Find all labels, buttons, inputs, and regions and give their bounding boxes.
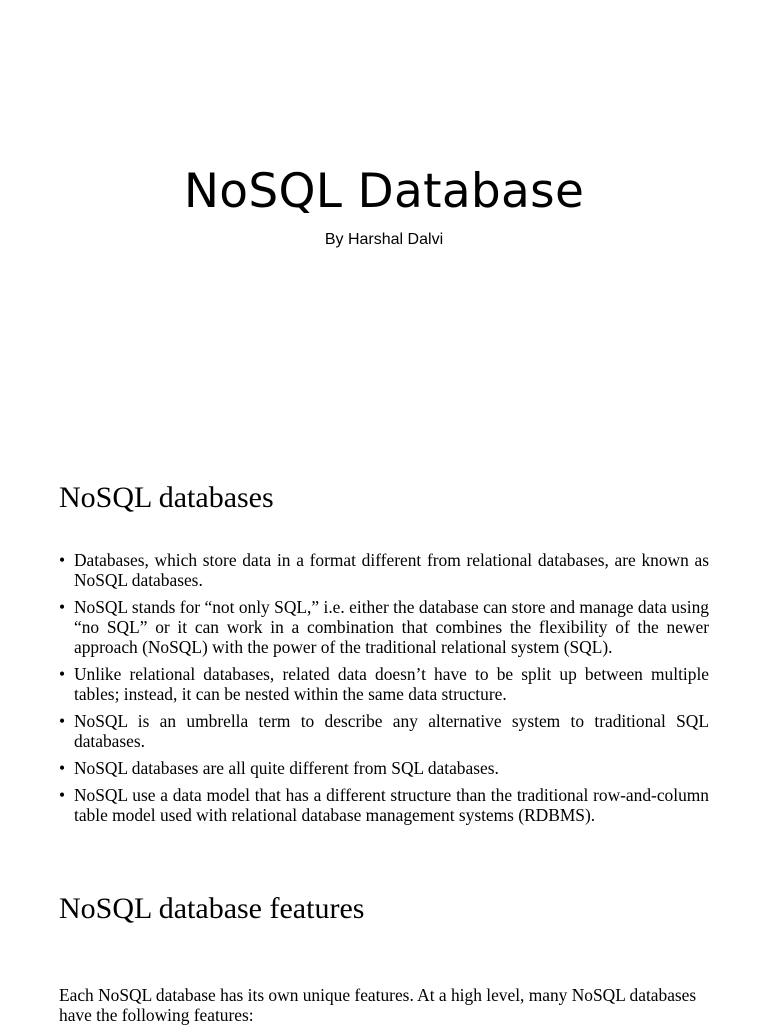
bullet-text: NoSQL databases are all quite different from SQL databases. <box>74 758 499 778</box>
bullet-icon: • <box>59 550 66 570</box>
nosql-databases-bullet-list <box>59 550 709 832</box>
bullet-text: Databases, which store data in a format different from relational databases, are known as NoSQL databases. <box>74 550 709 590</box>
list-item <box>59 664 709 704</box>
bullet-icon: • <box>59 785 66 805</box>
bullet-text: NoSQL use a data model that has a different structure than the traditional row-and-column table model used with relational database management systems (RDBMS). <box>74 785 709 825</box>
title-slide <box>0 0 768 420</box>
bullet-icon: • <box>59 758 66 778</box>
bullet-text: NoSQL is an umbrella term to describe any alternative system to traditional SQL databases. <box>74 711 709 751</box>
section-heading-nosql-databases: NoSQL databases <box>59 481 274 514</box>
list-item <box>59 550 709 590</box>
bullet-icon: • <box>59 664 66 684</box>
bullet-icon: • <box>59 711 66 731</box>
features-intro-paragraph: Each NoSQL database has its own unique features. At a high level, many NoSQL databases have the following features: <box>59 985 697 1025</box>
author-subtitle: By Harshal Dalvi <box>324 231 444 248</box>
section-heading-nosql-database-features: NoSQL database features <box>59 892 365 925</box>
bullet-text: Unlike relational databases, related data doesn’t have to be split up between multiple tables; instead, it can be nested within the same data structure. <box>74 664 709 704</box>
page-title: NoSQL Database <box>183 164 585 219</box>
list-item <box>59 711 709 751</box>
list-item <box>59 785 709 825</box>
bullet-text: NoSQL stands for “not only SQL,” i.e. either the database can store and manage data using “no SQL” or it can work in a combination that combines the flexibility of the newer approach (NoSQL) with the power of the traditional relational system (SQL). <box>74 597 709 657</box>
list-item <box>59 758 709 778</box>
bullet-icon: • <box>59 597 66 617</box>
list-item <box>59 597 709 657</box>
